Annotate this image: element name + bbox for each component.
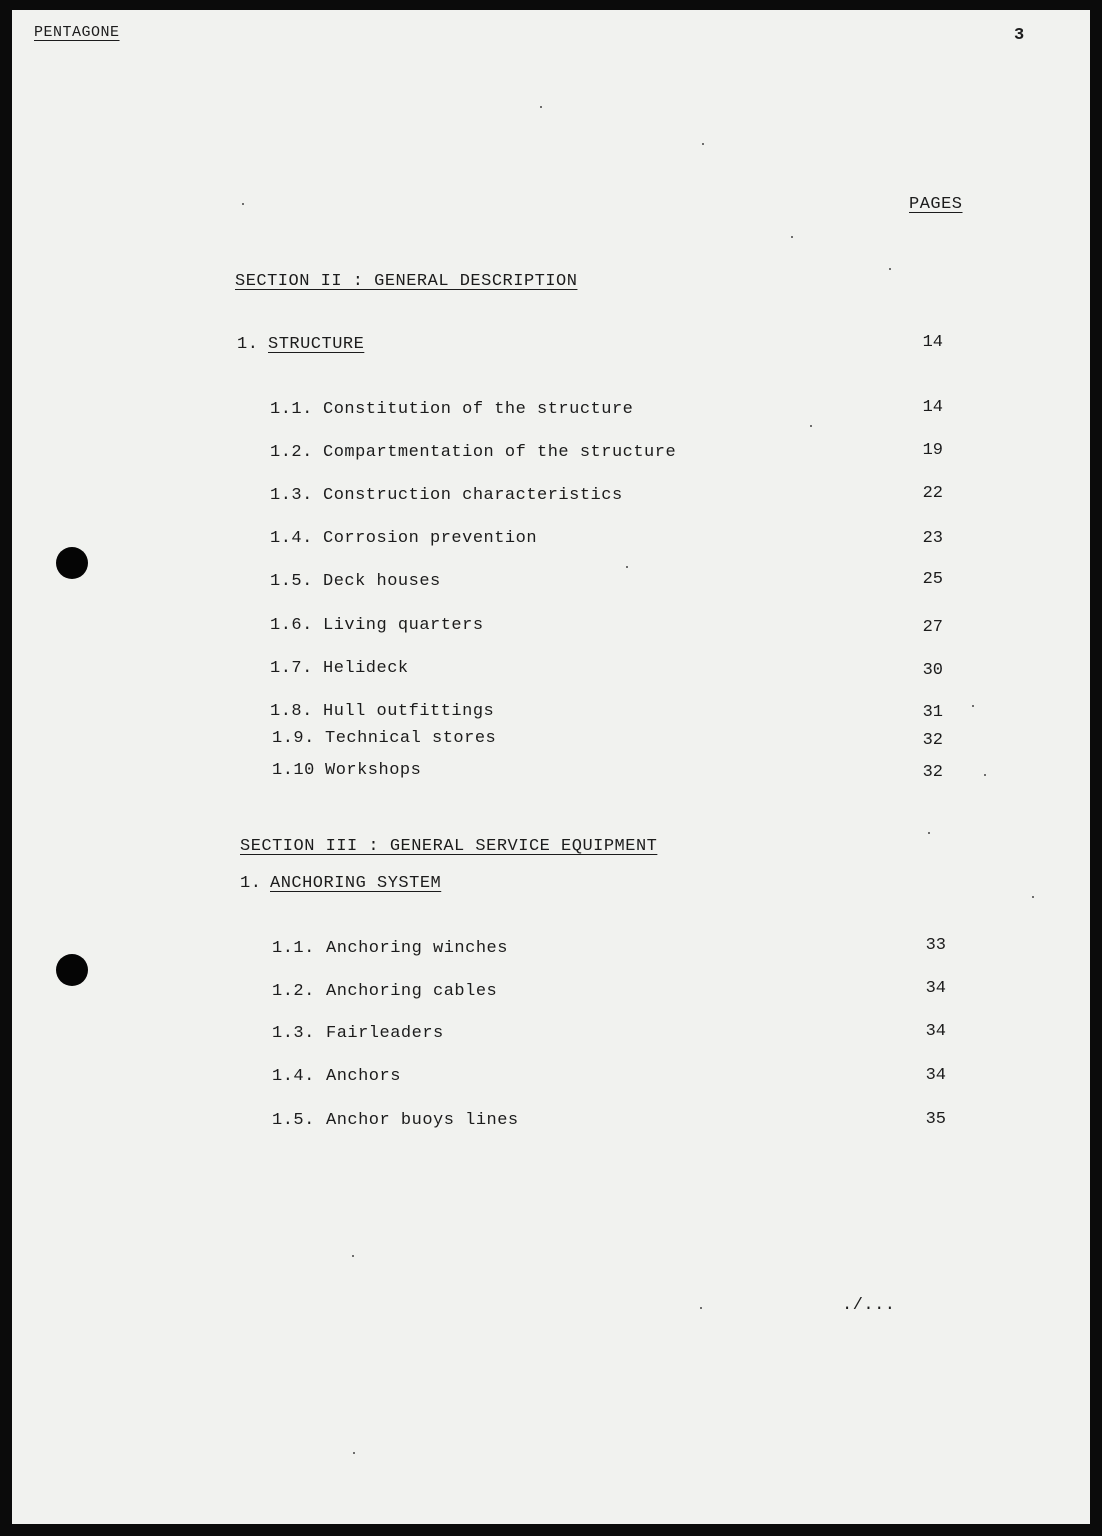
scan-speck	[810, 425, 812, 427]
toc-item-label: Anchoring cables	[326, 982, 498, 1001]
chapter-page: 14	[922, 333, 943, 352]
toc-item-page: 25	[922, 570, 943, 589]
toc-item-page: 32	[922, 763, 943, 782]
toc-item-page: 14	[922, 398, 943, 417]
toc-item-number: 1.4.	[270, 529, 313, 548]
toc-item-page: 35	[925, 1110, 946, 1129]
scan-speck	[889, 268, 891, 270]
toc-item-number: 1.5.	[272, 1111, 315, 1130]
toc-item-number: 1.8.	[270, 702, 313, 721]
toc-item-label: Deck houses	[323, 572, 441, 591]
toc-item-label: Helideck	[323, 659, 409, 678]
toc-item-page: 34	[925, 979, 946, 998]
page-number: 3	[1014, 26, 1025, 45]
toc-item-label: Fairleaders	[326, 1024, 444, 1043]
punch-hole-bottom	[56, 954, 88, 986]
toc-item-label: Workshops	[325, 761, 422, 780]
toc-item-page: 34	[925, 1066, 946, 1085]
toc-item-number: 1.7.	[270, 659, 313, 678]
document-title: PENTAGONE	[34, 24, 120, 41]
toc-item-label: Anchor buoys lines	[326, 1111, 519, 1130]
toc-item-label: Compartmentation of the structure	[323, 443, 677, 462]
toc-item-number: 1.2.	[272, 982, 315, 1001]
toc-item-number: 1.6.	[270, 616, 313, 635]
scan-speck	[242, 203, 244, 205]
toc-item-number: 1.3.	[272, 1024, 315, 1043]
toc-item-label: Technical stores	[325, 729, 497, 748]
toc-item-page: 19	[922, 441, 943, 460]
toc-item-label: Living quarters	[323, 616, 484, 635]
toc-item-number: 1.5.	[270, 572, 313, 591]
scan-speck	[700, 1307, 702, 1309]
scan-speck	[984, 774, 986, 776]
chapter-number: 1.	[237, 335, 259, 354]
pages-column-label: PAGES	[909, 195, 963, 214]
toc-item-page: 22	[922, 484, 943, 503]
scan-speck	[1032, 896, 1034, 898]
toc-item-label: Construction characteristics	[323, 486, 623, 505]
toc-item-number: 1.4.	[272, 1067, 315, 1086]
chapter-title-anchoring-system: ANCHORING SYSTEM	[270, 874, 442, 893]
scan-speck	[972, 705, 974, 707]
scan-speck	[540, 106, 542, 108]
scan-speck	[928, 832, 930, 834]
toc-item-number: 1.10	[272, 761, 315, 780]
toc-item-page: 34	[925, 1022, 946, 1041]
toc-item-page: 27	[922, 618, 943, 637]
scan-speck	[352, 1255, 354, 1257]
toc-item-number: 1.3.	[270, 486, 313, 505]
punch-hole-top	[56, 547, 88, 579]
chapter-title-structure: STRUCTURE	[268, 335, 365, 354]
toc-item-label: Corrosion prevention	[323, 529, 538, 548]
section-iii-heading: SECTION III : GENERAL SERVICE EQUIPMENT	[240, 837, 658, 856]
toc-item-number: 1.1.	[272, 939, 315, 958]
toc-item-label: Constitution of the structure	[323, 400, 634, 419]
toc-item-page: 23	[922, 529, 943, 548]
scan-speck	[791, 236, 793, 238]
scan-speck	[353, 1452, 355, 1454]
toc-item-number: 1.1.	[270, 400, 313, 419]
toc-item-page: 31	[922, 703, 943, 722]
toc-item-page: 32	[922, 731, 943, 750]
toc-item-label: Hull outfittings	[323, 702, 495, 721]
toc-item-number: 1.9.	[272, 729, 315, 748]
toc-item-page: 30	[922, 661, 943, 680]
scan-speck	[626, 566, 628, 568]
scan-speck	[702, 143, 704, 145]
document-page	[12, 10, 1090, 1524]
continuation-mark: ./...	[842, 1296, 896, 1315]
toc-item-page: 33	[925, 936, 946, 955]
toc-item-label: Anchors	[326, 1067, 401, 1086]
toc-item-number: 1.2.	[270, 443, 313, 462]
chapter-number: 1.	[240, 874, 262, 893]
toc-item-label: Anchoring winches	[326, 939, 508, 958]
section-ii-heading: SECTION II : GENERAL DESCRIPTION	[235, 272, 578, 291]
